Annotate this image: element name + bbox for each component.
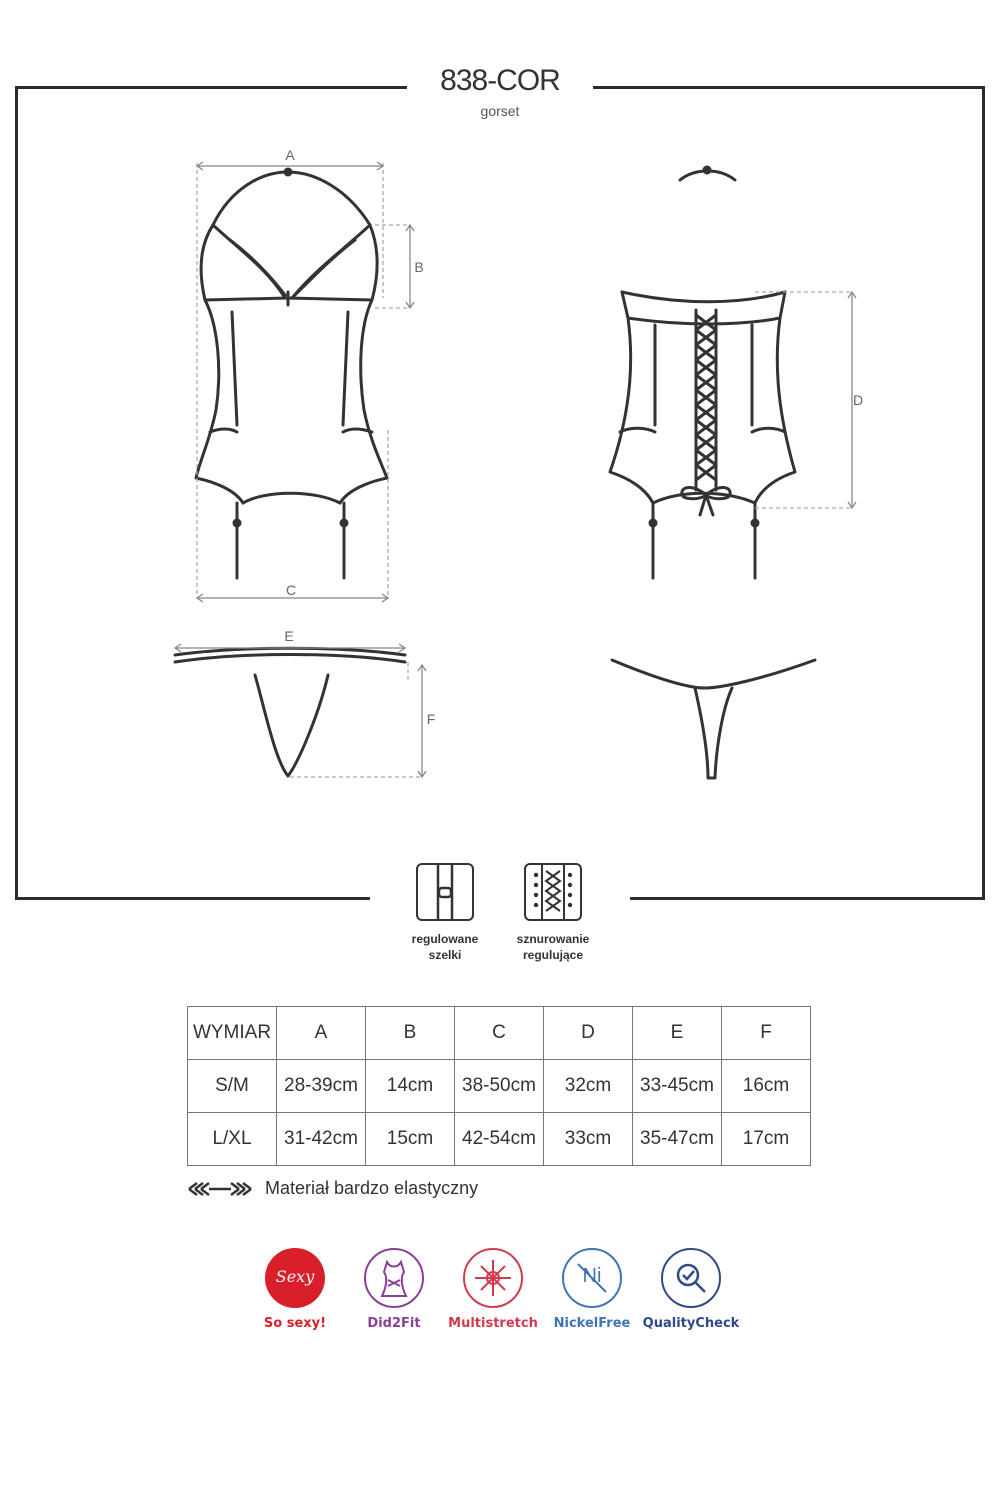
feature-adjustable-lacing <box>503 863 603 963</box>
badge-label: QualityCheck <box>642 1316 740 1331</box>
badge-did2fit <box>339 1248 449 1331</box>
feature-label-line2: regulujące <box>522 948 584 962</box>
elastic-note <box>187 1178 478 1199</box>
multistretch-icon <box>463 1248 523 1308</box>
quality-check-icon <box>661 1248 721 1308</box>
table-header-cell: B <box>366 1007 455 1060</box>
thong-front-drawing <box>175 648 405 776</box>
thong-back-drawing <box>612 660 815 778</box>
product-code: 838-COR <box>440 64 560 97</box>
table-row <box>188 1113 811 1166</box>
badge-quality-check <box>636 1248 746 1331</box>
product-type: gorset <box>480 103 520 119</box>
dim-label-e: E <box>284 628 294 644</box>
table-header-cell: A <box>277 1007 366 1060</box>
feature-label-line2: szelki <box>428 948 462 962</box>
size-table <box>187 1006 811 1166</box>
table-cell: 28-39cm <box>277 1060 366 1113</box>
dress-fit-icon <box>364 1248 424 1308</box>
lacing-icon <box>524 863 582 921</box>
table-cell-size: L/XL <box>188 1113 277 1166</box>
adjustable-strap-icon <box>416 863 474 921</box>
table-cell: 32cm <box>544 1060 633 1113</box>
badge-label: So sexy! <box>263 1316 327 1331</box>
dim-label-f: F <box>426 711 436 727</box>
table-cell-size: S/M <box>188 1060 277 1113</box>
table-cell: 15cm <box>366 1113 455 1166</box>
nickel-free-icon <box>562 1248 622 1308</box>
table-cell: 31-42cm <box>277 1113 366 1166</box>
table-cell: 35-47cm <box>633 1113 722 1166</box>
feature-label-line1: regulowane <box>411 932 479 946</box>
table-cell: 14cm <box>366 1060 455 1113</box>
badge-label: NickelFree <box>553 1316 631 1331</box>
badge-label: Did2Fit <box>367 1316 421 1331</box>
table-header-cell: E <box>633 1007 722 1060</box>
badge-nickel-free <box>537 1248 647 1331</box>
feature-label-line1: sznurowanie <box>516 932 590 946</box>
dim-label-b: B <box>414 259 424 275</box>
feature-adjustable-straps <box>395 863 495 963</box>
stretch-arrows-icon <box>187 1181 253 1197</box>
badge-label: Multistretch <box>448 1316 538 1331</box>
dim-label-a: A <box>285 147 295 163</box>
table-cell: 38-50cm <box>455 1060 544 1113</box>
table-cell: 33cm <box>544 1113 633 1166</box>
table-cell: 17cm <box>722 1113 811 1166</box>
corset-front-drawing <box>196 169 387 578</box>
badge-so-sexy <box>240 1248 350 1331</box>
table-cell: 16cm <box>722 1060 811 1113</box>
dim-label-c: C <box>285 582 297 598</box>
dim-label-d: D <box>852 392 864 408</box>
table-header-cell: WYMIAR <box>188 1007 277 1060</box>
table-header-cell: D <box>544 1007 633 1060</box>
table-row <box>188 1060 811 1113</box>
elastic-note-text: Materiał bardzo elastyczny <box>265 1178 479 1198</box>
sexy-icon-text: Sexy <box>275 1267 315 1286</box>
table-cell: 33-45cm <box>633 1060 722 1113</box>
table-header-cell: F <box>722 1007 811 1060</box>
corset-back-drawing <box>610 167 795 578</box>
table-header-cell: C <box>455 1007 544 1060</box>
table-header-row <box>188 1007 811 1060</box>
sexy-icon <box>265 1248 325 1308</box>
table-cell: 42-54cm <box>455 1113 544 1166</box>
nickel-free-text: Ni <box>582 1265 602 1287</box>
badge-multistretch <box>438 1248 548 1331</box>
